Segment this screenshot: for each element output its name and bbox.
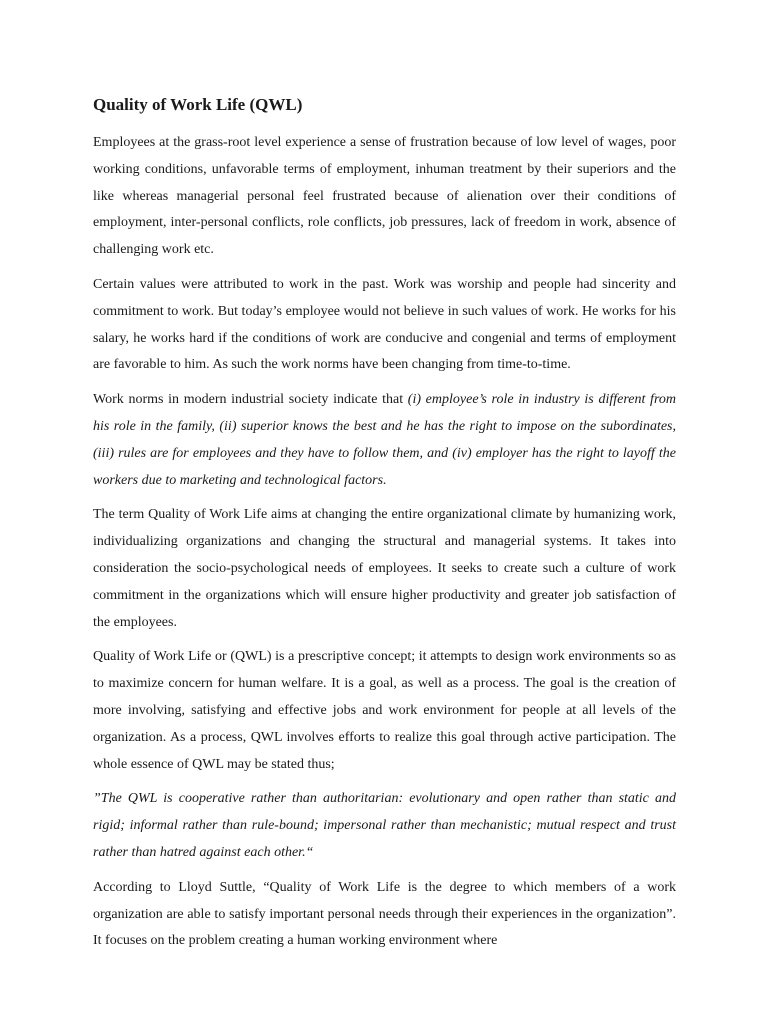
page-title: Quality of Work Life (QWL): [93, 95, 303, 114]
paragraph-qwl-concept: Quality of Work Life or (QWL) is a prescriptive concept; it attempts to design work environments so as to maximize concern for human welfare. It is a goal, as well as a process. The goal is the creation of more involving, satisfying and effective jobs and work environment for people at all levels of the organization. As a process, QWL involves efforts to realize this goal through active participation. The whole essence of QWL may be stated thus;: [93, 649, 676, 772]
qwl-quote: ”The QWL is cooperative rather than authoritarian: evolutionary and open rather than static and rigid; informal rather than rule-bound; impersonal rather than mechanistic; mutual respect and trust rather than hatred against each other.“: [93, 791, 676, 860]
paragraph-frustration: Employees at the grass-root level experience a sense of frustration because of low level of wages, poor working conditions, unfavorable terms of employment, inhuman treatment by their superiors and the like whereas managerial personal feel frustrated because of alienation over their conditions of employment, inter-personal conflicts, role conflicts, job pressures, lack of freedom in work, absence of challenging work etc.: [93, 135, 676, 258]
paragraph-work-values: Certain values were attributed to work in the past. Work was worship and people had sincerity and commitment to work. But today’s employee would not believe in such values of work. He works for his salary, he works hard if the conditions of work are conducive and congenial and terms of employment are favorable to him. As such the work norms have been changing from time-to-time.: [93, 276, 676, 373]
paragraph-work-norms: [93, 387, 676, 494]
document-body: [93, 94, 676, 963]
work-norms-lead: Work norms in modern industrial society indicate that: [93, 392, 408, 408]
paragraph-lloyd-suttle: According to Lloyd Suttle, “Quality of Work Life is the degree to which members of a work organization are able to satisfy important personal needs through their experiences in the organization”. It focuses on the problem creating a human working environment where: [93, 879, 676, 949]
paragraph-qwl-term: The term Quality of Work Life aims at changing the entire organizational climate by humanizing work, individualizing organizations and changing the structural and managerial systems. It takes into consideration the socio-psychological needs of employees. It seeks to create such a culture of work commitment in the organizations which will ensure higher productivity and greater job satisfaction of the employees.: [93, 507, 676, 630]
work-norms-list: (i) employee’s role in industry is different from his role in the family, (ii) superior knows the best and he has the right to impose on the subordinates, (iii) rules are for employees and they have to follow them, and (iv) employer has the right to layoff the workers due to marketing and technological factors.: [93, 392, 676, 488]
